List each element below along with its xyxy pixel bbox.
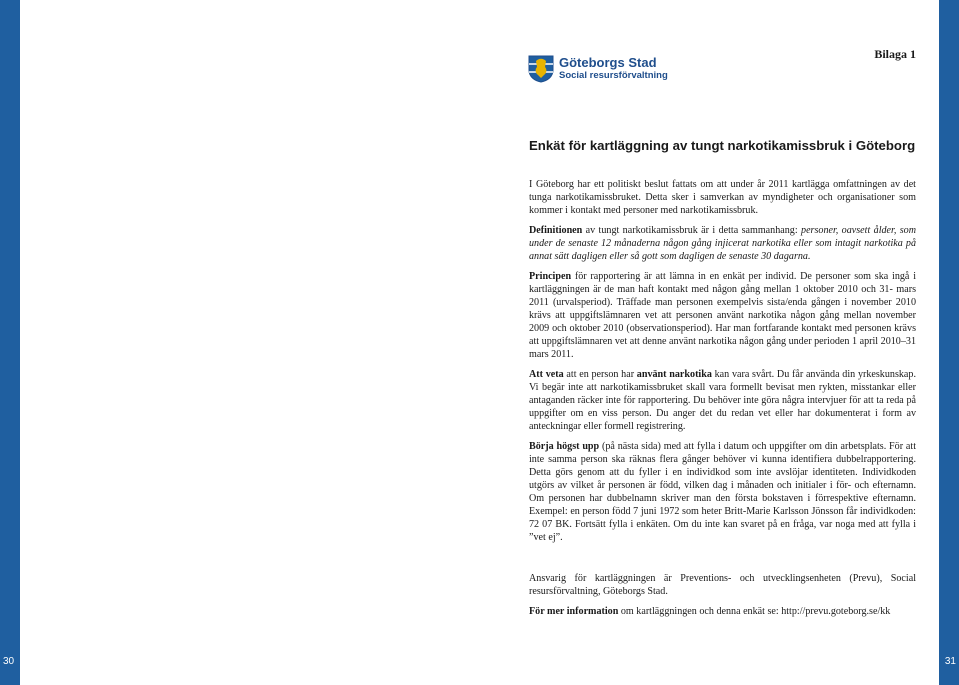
logo-subtitle: Social resursförvaltning [559, 70, 668, 81]
definition-paragraph [529, 224, 916, 263]
responsibility-paragraph: Ansvarig för kartläggningen är Preventions- och utvecklingsenheten (Prevu), Social resursförvaltning, Göteborgs Stad. [529, 573, 916, 597]
goteborgs-stad-logo [528, 55, 668, 83]
page-number-right: 31 [944, 656, 956, 667]
start-paragraph [529, 440, 916, 544]
start-text: (på nästa sida) med att fylla i datum och uppgifter om din arbetsplats. För att inte samma person ska räknas flera gånger behöver vi kunna identifiera dubbelrapportering. Detta görs genom att du fyller i en individkod som inte avslöjar identiteten. Individkoden utgörs av vilket år personen är född, vilken dag i månaden och initialer i för- och efternamn. Om personen har dubbelnamn skriver man den första bokstaven i förrespektive efternamn. Exempel: en person född 7 juni 1972 som heter Britt-Marie Karlsson Jönsson får individkoden: 72 07 BK. Fortsätt fylla i enkäten. Om du inte kan svaret på en fråga, var noga med att fylla i ”vet ej”. [529, 441, 917, 543]
intro-paragraph: I Göteborg har ett politiskt beslut fattats om att under år 2011 kartlägga omfattningen av det tunga narkotikamissbruket. Detta sker i samverkan av myndigheter och organisationer som kommer i kontakt med personer med narkotikamissbruk. [529, 179, 916, 216]
definition-italic: personer, oavsett ålder, som under de senaste 12 månaderna någon gång injicerat narkotika eller som intagit narkotika på annat sätt dagligen eller så gott som dagligen de senaste 30 dagarna. [529, 225, 916, 262]
definition-lead: Definitionen [529, 225, 583, 236]
knowing-text-2: kan vara svårt. Du får använda din yrkeskunskap. Vi begär inte att narkotikamissbruket skall vara formellt bevisat men rykten, misstankar eller antaganden räcker inte för rapportering. Du behöver inte göra några intervjuer för att ta reda på uppgifter om en viss person. Du anger det du redan vet eller har dokumenterat i form av anteckningar eller formell registrering. [529, 369, 916, 432]
document-title: Enkät för kartläggning av tungt narkotikamissbruk i Göteborg [529, 138, 916, 153]
appendix-label: Bilaga 1 [874, 47, 916, 61]
principle-paragraph [529, 270, 916, 361]
more-info-paragraph [529, 605, 916, 618]
principle-lead: Principen [529, 271, 572, 282]
coat-of-arms-icon [528, 55, 554, 83]
definition-text: av tungt narkotikamissbruk är i detta sammanhang: [582, 225, 802, 236]
principle-text: för rapportering är att lämna in en enkät per individ. De personer som ska ingå i kartläggningen är de man haft kontakt med någon gång mellan 1 oktober 2010 och 31- mars 2011 (urvalsperiod). Träffade man personen exempelvis sista/enda gången i november 2010 krävs att uppgiftslämnaren vet att personen använt narkotika någon gång mellan november 2009 och oktober 2010 (observationsperiod). Har man fortfarande kontakt med personen krävs att uppgiftslämnaren vet att denne använt narkotika någon gång under perioden 1 april 2010–31 mars 2011. [529, 271, 916, 360]
document-body [529, 178, 916, 625]
page-number-left: 30 [3, 656, 15, 667]
more-info-text: om kartläggningen och denna enkät se: http://prevu.goteborg.se/kk [618, 606, 891, 617]
right-edge-band [939, 0, 959, 685]
knowing-lead: Att veta [529, 369, 564, 380]
logo-title: Göteborgs Stad [559, 55, 657, 70]
knowing-text-1: att en person har [563, 369, 637, 380]
left-edge-band [0, 0, 20, 685]
start-lead: Börja högst upp [529, 441, 600, 452]
knowing-bold: använt narkotika [636, 369, 712, 380]
more-info-lead: För mer information [529, 606, 619, 617]
knowing-paragraph [529, 368, 916, 433]
